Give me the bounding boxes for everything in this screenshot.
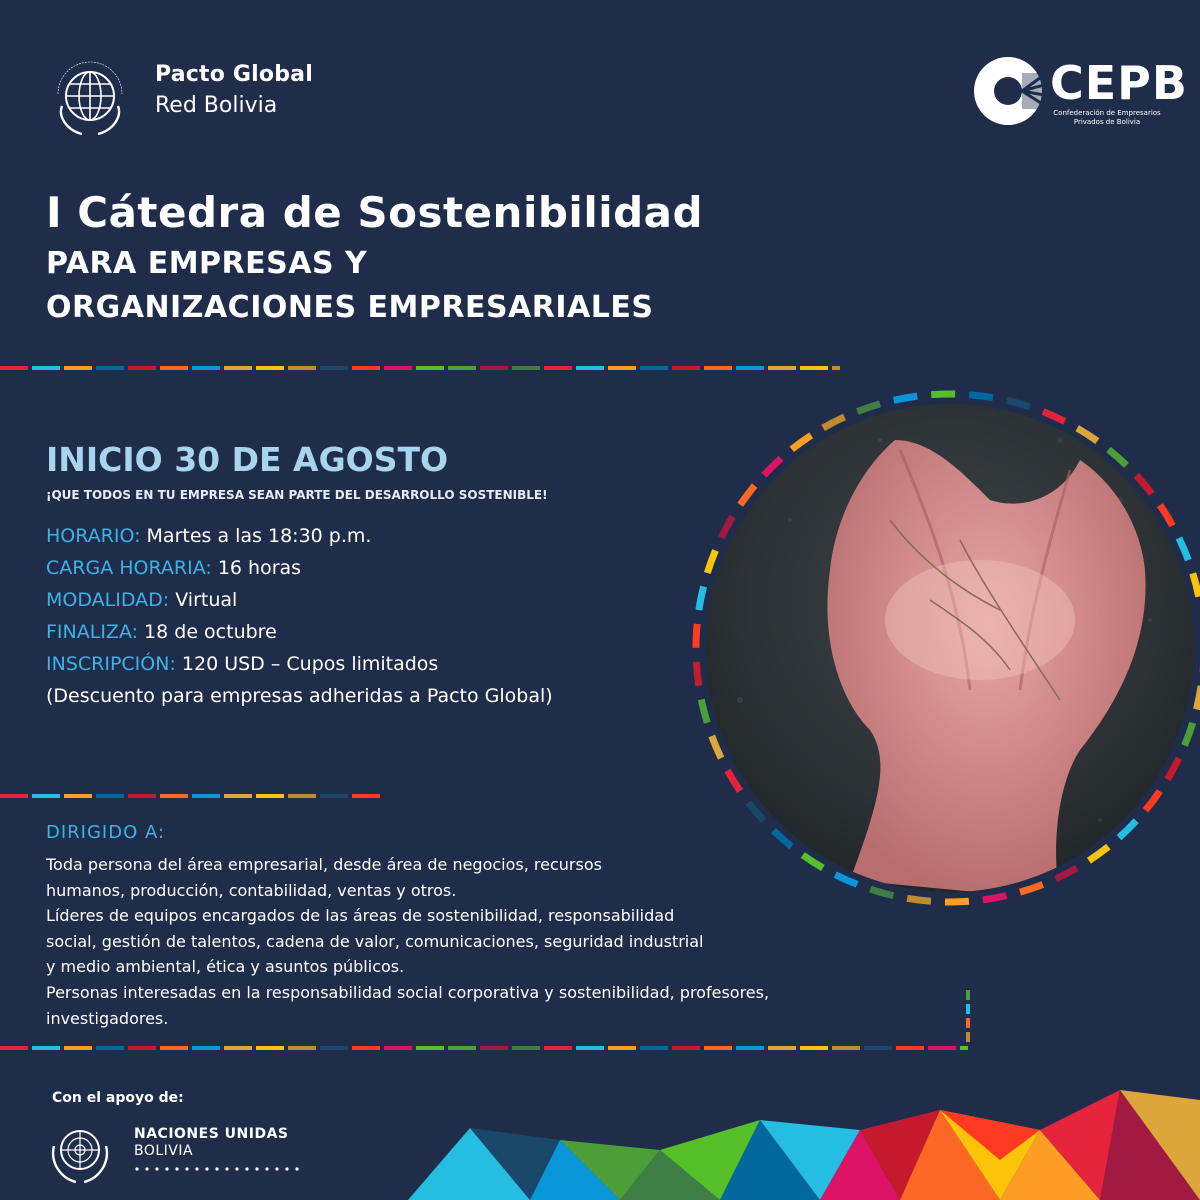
top-stripe-segment: [736, 366, 764, 370]
audience-line: investigadores.: [46, 1008, 169, 1028]
divider-dot: [155, 1167, 158, 1170]
tagline: ¡QUE TODOS EN TU EMPRESA SEAN PARTE DEL DESARROLLO SOSTENIBLE!: [46, 488, 548, 502]
bottom-stripe-segment: [800, 1046, 828, 1050]
discount-note: (Descuento para empresas adheridas a Pacto Global): [46, 685, 553, 707]
divider-dot: [255, 1167, 258, 1170]
top-stripe-segment: [672, 366, 700, 370]
top-stripe-segment: [640, 366, 668, 370]
un-subtitle: BOLIVIA: [134, 1143, 194, 1159]
audience-line: social, gestión de talentos, cadena de valor, comunicaciones, seguridad industrial: [46, 931, 704, 951]
start-date-heading: INICIO 30 DE AGOSTO: [46, 440, 449, 479]
ring-segment: [696, 394, 1200, 902]
photo-ring: [696, 394, 1200, 902]
info-value: 120 USD – Cupos limitados: [175, 653, 439, 675]
bottom-stripe-segment: [352, 1046, 380, 1050]
bottom-stripe-segment: [448, 1046, 476, 1050]
mid-stripe-segment: [320, 794, 348, 798]
mid-stripe-segment: [32, 794, 60, 798]
divider-dot: [295, 1167, 298, 1170]
bottom-stripe-segment: [32, 1046, 60, 1050]
connector-segment: [966, 1018, 970, 1028]
info-row-carga-horaria: [46, 557, 301, 579]
ring-segment: [696, 394, 1200, 902]
ring-segment: [696, 394, 1200, 902]
bottom-stripe-segment: [256, 1046, 284, 1050]
info-row-finaliza: [46, 621, 277, 643]
top-stripe-segment: [832, 366, 840, 370]
mid-stripe-segment: [288, 794, 316, 798]
top-stripe-segment: [160, 366, 188, 370]
bottom-stripe-segment: [768, 1046, 796, 1050]
top-stripe-segment: [0, 366, 28, 370]
audience-line: y medio ambiental, ética y asuntos públicos.: [46, 957, 405, 977]
support-label: Con el apoyo de:: [52, 1090, 184, 1106]
ring-segment: [696, 394, 1200, 902]
bottom-stripe-segment: [320, 1046, 348, 1050]
info-value: Virtual: [169, 589, 238, 611]
hands-photo: [700, 400, 1200, 900]
ring-segment: [696, 394, 1200, 902]
mid-stripe-segment: [256, 794, 284, 798]
bottom-stripe-segment: [960, 1046, 968, 1050]
audience-text: [46, 852, 906, 1031]
footer-triangle: [530, 1140, 620, 1200]
audience-line: Personas interesadas en la responsabilidad social corporativa y sostenibilidad, profesores,: [46, 982, 770, 1002]
ring-segment: [696, 394, 1200, 902]
connector-segment: [966, 990, 970, 1000]
footer-triangle: [1040, 1090, 1120, 1200]
ring-segment: [696, 394, 1200, 902]
top-stripe-segment: [704, 366, 732, 370]
connector-segment: [966, 1032, 970, 1042]
audience-line: humanos, producción, contabilidad, ventas y otros.: [46, 880, 457, 900]
ring-segment: [696, 394, 1200, 902]
ring-segment: [696, 394, 1200, 902]
cepb-name: CEPB: [1050, 56, 1188, 110]
info-value: 18 de octubre: [138, 621, 277, 643]
pacto-global-sub: Red Bolivia: [155, 93, 278, 118]
bottom-stripe-segment: [896, 1046, 924, 1050]
ring-segment: [696, 394, 1200, 902]
bottom-stripe-segment: [672, 1046, 700, 1050]
footer-triangle: [760, 1120, 860, 1200]
top-stripe-segment: [480, 366, 508, 370]
bottom-stripe-segment: [608, 1046, 636, 1050]
title-line-1: I Cátedra de Sostenibilidad: [46, 188, 704, 237]
footer-triangle: [1120, 1090, 1200, 1200]
top-stripe-segment: [192, 366, 220, 370]
bottom-stripe-segment: [128, 1046, 156, 1050]
mid-stripe-segment: [64, 794, 92, 798]
divider-dot: [195, 1167, 198, 1170]
un-name: NACIONES UNIDAS: [134, 1126, 289, 1142]
ring-segment: [696, 394, 1200, 902]
ring-segment: [696, 394, 1200, 902]
top-stripe-segment: [768, 366, 796, 370]
un-emblem-icon: [42, 1120, 118, 1186]
ring-segment: [696, 394, 1200, 902]
top-stripe-segment: [384, 366, 412, 370]
footer-triangle: [940, 1110, 1040, 1200]
ring-segment: [696, 394, 1200, 902]
divider-dot: [275, 1167, 278, 1170]
bottom-stripe-segment: [160, 1046, 188, 1050]
divider-dot: [145, 1167, 148, 1170]
mid-stripe-segment: [192, 794, 220, 798]
bottom-stripe-segment: [384, 1046, 412, 1050]
bottom-stripe-segment: [0, 1046, 28, 1050]
ring-segment: [696, 394, 1200, 902]
bottom-stripe-segment: [544, 1046, 572, 1050]
divider-dot: [245, 1167, 248, 1170]
dotted-divider: [134, 1166, 304, 1172]
bottom-stripe-segment: [864, 1046, 892, 1050]
ring-segment: [696, 394, 1200, 902]
divider-dot: [225, 1167, 228, 1170]
ungc-emblem-icon: [44, 50, 136, 142]
ring-segment: [696, 394, 1200, 902]
mid-stripe-segment: [96, 794, 124, 798]
top-stripe-segment: [512, 366, 540, 370]
ring-segment: [696, 394, 1200, 902]
title-line-3: ORGANIZACIONES EMPRESARIALES: [46, 290, 654, 325]
bottom-stripe-segment: [736, 1046, 764, 1050]
ring-segment: [696, 394, 1200, 902]
bottom-stripe-segment: [576, 1046, 604, 1050]
cepb-logo-icon: [972, 55, 1044, 127]
footer-triangle: [470, 1128, 560, 1200]
footer-triangle: [620, 1150, 720, 1200]
ring-segment: [696, 394, 1200, 902]
footer-triangle: [820, 1130, 900, 1200]
ring-segment: [696, 394, 1200, 902]
bottom-stripe-segment: [64, 1046, 92, 1050]
info-label: FINALIZA:: [46, 621, 139, 643]
ring-segment: [696, 394, 1200, 902]
ring-segment: [696, 394, 1200, 902]
info-value: 16 horas: [211, 557, 302, 579]
top-stripe-segment: [128, 366, 156, 370]
footer-triangle: [900, 1110, 1000, 1200]
divider-dot: [285, 1167, 288, 1170]
bottom-stripe-segment: [512, 1046, 540, 1050]
bottom-stripe-segment: [832, 1046, 860, 1050]
top-stripe-segment: [32, 366, 60, 370]
top-stripe-segment: [96, 366, 124, 370]
top-stripe-segment: [64, 366, 92, 370]
title-line-2: PARA EMPRESAS Y: [46, 246, 368, 281]
top-stripe-segment: [576, 366, 604, 370]
divider-dot: [185, 1167, 188, 1170]
info-label: HORARIO:: [46, 525, 141, 547]
ring-segment: [696, 394, 1200, 902]
mid-stripe-segment: [352, 794, 380, 798]
info-row-inscripcion: [46, 653, 438, 675]
ring-segment: [696, 394, 1200, 902]
info-row-horario: [46, 525, 371, 547]
cepb-subtitle: [1052, 109, 1162, 127]
bottom-stripe-segment: [928, 1046, 956, 1050]
top-stripe-segment: [352, 366, 380, 370]
divider-dot: [265, 1167, 268, 1170]
ring-segment: [696, 394, 1200, 902]
cepb-sub-line-1: Confederación de Empresarios: [1053, 109, 1161, 117]
cepb-sub-line-2: Privados de Bolivia: [1073, 118, 1141, 126]
bottom-stripe-segment: [96, 1046, 124, 1050]
ring-segment: [696, 394, 1200, 902]
divider-dot: [175, 1167, 178, 1170]
bottom-stripe-segment: [704, 1046, 732, 1050]
bottom-stripe-segment: [192, 1046, 220, 1050]
ring-segment: [696, 394, 1200, 902]
bottom-stripe-segment: [416, 1046, 444, 1050]
footer-triangles: [408, 1090, 1200, 1200]
bottom-stripe-segment: [288, 1046, 316, 1050]
info-label: INSCRIPCIÓN:: [46, 653, 176, 675]
footer-triangle: [408, 1128, 530, 1200]
top-stripe-segment: [544, 366, 572, 370]
ring-segment: [696, 394, 1200, 902]
mid-stripe-segment: [224, 794, 252, 798]
footer-triangle: [940, 1110, 1040, 1160]
ring-segment: [696, 394, 1200, 902]
top-stripe-segment: [448, 366, 476, 370]
ring-segment: [696, 394, 1200, 902]
ring-segment: [696, 394, 1200, 902]
mid-stripe-segment: [160, 794, 188, 798]
ring-segment: [696, 394, 1200, 902]
audience-line: Líderes de equipos encargados de las áreas de sostenibilidad, responsabilidad: [46, 906, 675, 926]
footer-triangle: [720, 1120, 820, 1200]
top-stripe-segment: [224, 366, 252, 370]
bottom-stripe-segment: [640, 1046, 668, 1050]
info-label: CARGA HORARIA:: [46, 557, 212, 579]
top-stripe-segment: [608, 366, 636, 370]
divider-dot: [215, 1167, 218, 1170]
bottom-stripe-segment: [480, 1046, 508, 1050]
ring-segment: [696, 394, 1200, 902]
info-value: Martes a las 18:30 p.m.: [140, 525, 372, 547]
connector-segment: [966, 1004, 970, 1014]
ring-segment: [696, 394, 1200, 902]
ring-segment: [696, 394, 1200, 902]
divider-dot: [205, 1167, 208, 1170]
footer-triangle: [860, 1110, 940, 1200]
audience-heading: DIRIGIDO A:: [46, 822, 166, 843]
mid-stripe-segment: [128, 794, 156, 798]
top-stripe-segment: [288, 366, 316, 370]
top-stripe-segment: [256, 366, 284, 370]
divider-dot: [165, 1167, 168, 1170]
top-stripe-segment: [800, 366, 828, 370]
ring-segment: [696, 394, 1200, 902]
ring-segment: [696, 394, 1200, 902]
top-stripe-segment: [416, 366, 444, 370]
ring-segment: [696, 394, 1200, 902]
audience-line: Toda persona del área empresarial, desde área de negocios, recursos: [46, 855, 602, 874]
info-label: MODALIDAD:: [46, 589, 170, 611]
footer-triangle: [1100, 1090, 1200, 1200]
bottom-stripe-segment: [224, 1046, 252, 1050]
ring-segment: [696, 394, 1200, 902]
divider-dot: [235, 1167, 238, 1170]
footer-triangle: [660, 1120, 760, 1200]
mid-stripe-segment: [0, 794, 28, 798]
top-stripe-segment: [320, 366, 348, 370]
info-row-modalidad: [46, 589, 237, 611]
footer-triangle: [1000, 1130, 1100, 1200]
ring-segment: [696, 394, 1200, 902]
divider-dot: [135, 1167, 138, 1170]
pacto-global-name: Pacto Global: [155, 62, 313, 87]
footer-triangle: [560, 1140, 660, 1200]
